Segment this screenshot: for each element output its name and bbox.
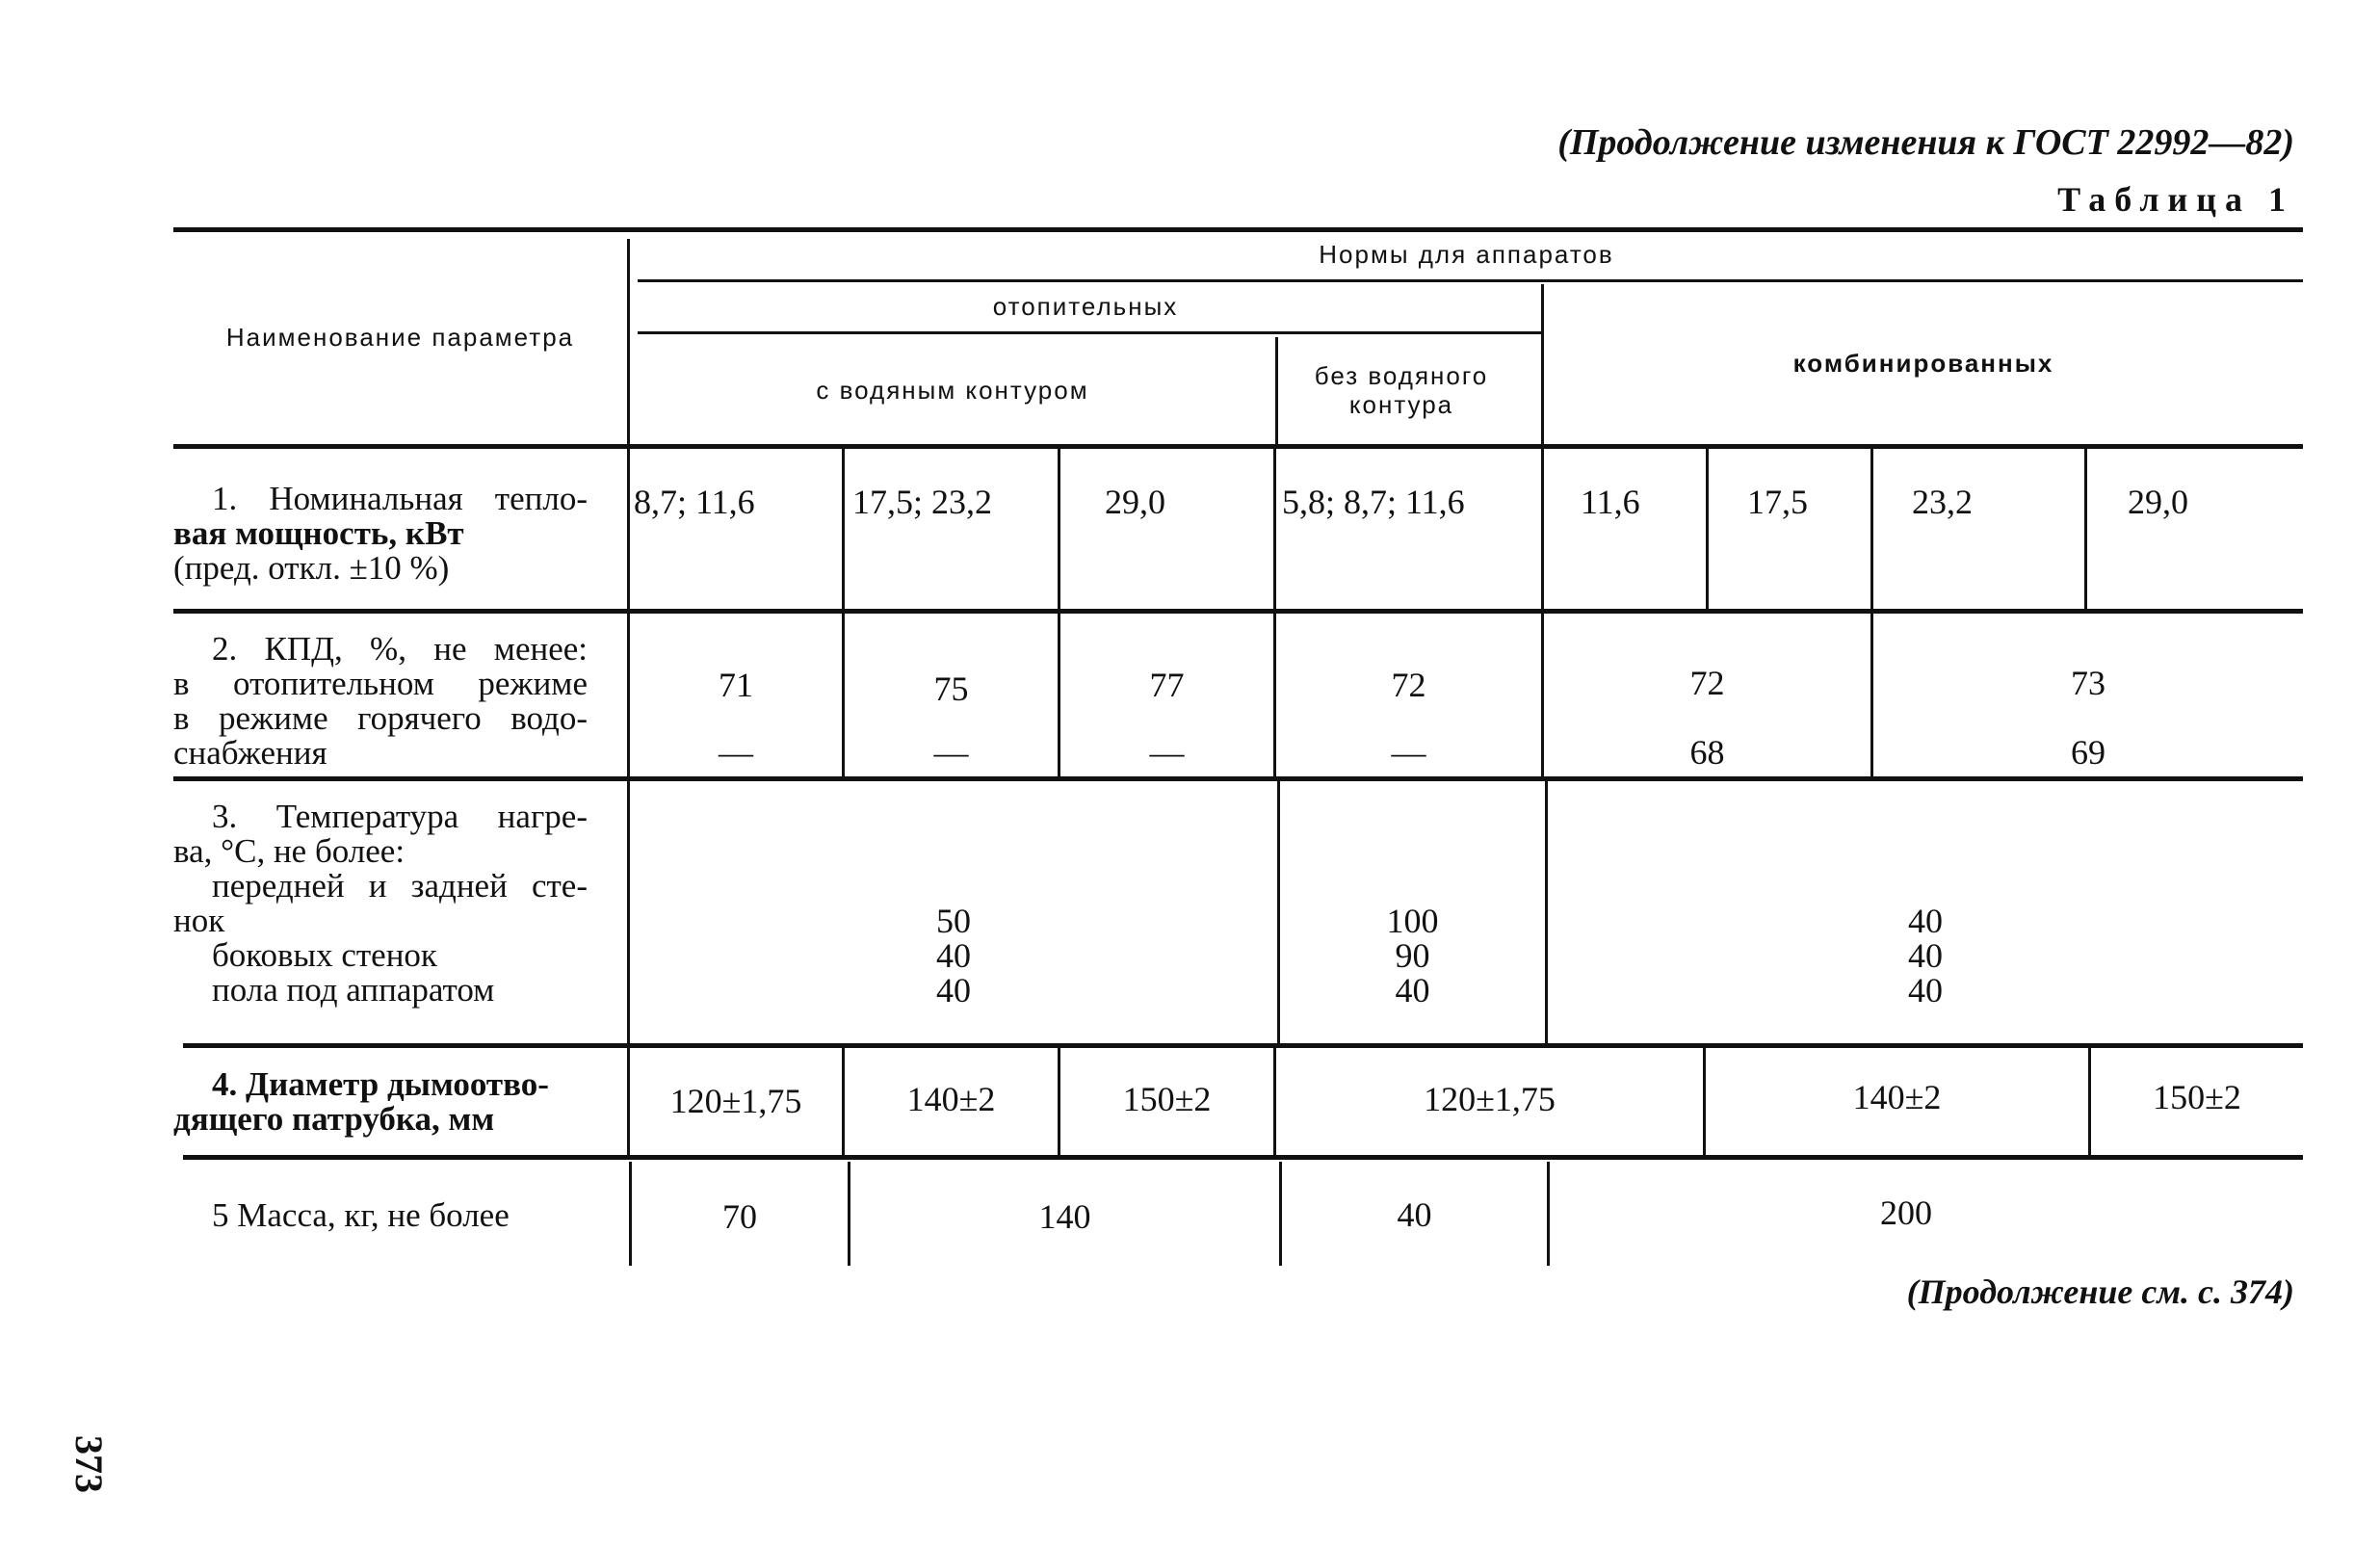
row3-value: 100 [1386,902,1439,940]
header-without-water-circuit: без водяного контура [1314,360,1489,419]
label-line: 2. КПД, %, не менее: [212,630,588,668]
row2-water-value: — [719,733,753,773]
continuation-footer: (Продолжение см. с. 374) [1906,1272,2294,1311]
label-line: вая мощность, кВт [173,514,464,552]
row3-value: 40 [1908,971,1943,1009]
row2-heating-value: 72 [1391,666,1426,705]
row3-value: 40 [936,936,971,975]
row5-value: 70 [722,1197,757,1237]
label-line: пола под аппаратом [212,971,495,1009]
rule [173,444,2303,449]
rule [1706,449,1709,609]
label-line: 3. Температура нагре- [212,798,588,835]
rule [173,776,2303,781]
param-label-flue-diameter [173,1067,588,1137]
row1-value: 5,8; 8,7; 11,6 [1282,483,1465,522]
label-line: 1. Номинальная тепло- [212,480,588,517]
row3-with-water-values [630,904,1277,1008]
label-line: 5 Масса, кг, не более [212,1196,510,1234]
row2-heating-value: 77 [1149,666,1185,705]
row3-value: 90 [1395,936,1430,975]
rule [1275,337,1278,444]
page-number: 373 [67,1435,111,1493]
row3-value: 50 [936,902,971,940]
row5-value: 200 [1880,1193,1932,1233]
label-line: в режиме горячего водо- [173,699,588,737]
header-with-water-circuit: с водяным контуром [816,375,1089,405]
rule [2084,449,2087,609]
param-label-heating-temperature [173,800,588,1008]
row1-value: 8,7; 11,6 [634,483,755,522]
row4-value: 150±2 [2153,1078,2241,1117]
param-label-mass [173,1198,588,1233]
label-line: 4. Диаметр дымоотво- [212,1065,549,1103]
row3-without-water-values [1280,904,1545,1008]
label-line: нок [173,902,225,939]
row1-value: 17,5 [1747,483,1808,522]
row4-value: 150±2 [1122,1080,1212,1119]
row4-value: 140±2 [1852,1078,1942,1117]
row2-heating-value: 72 [1689,664,1725,703]
rule [183,1043,2303,1048]
row2-heating-value: 73 [2071,664,2105,703]
label-line: снабжения [173,734,327,772]
row5-value: 40 [1397,1195,1432,1235]
row2-heating-value: 75 [933,669,969,709]
rule [173,609,2303,614]
row4-value: 120±1,75 [1424,1080,1556,1119]
label-line: передней и задней сте- [212,867,588,905]
row3-combined-values [1548,904,2303,1008]
header-norms: Нормы для аппаратов [1319,240,1614,270]
header-heating: отопительных [992,292,1179,322]
param-label-efficiency [173,632,588,771]
rule [638,279,2303,282]
row5-value: 140 [1038,1197,1091,1237]
header-combined: комбинированных [1792,348,2054,378]
row2-water-value: 69 [2071,733,2105,773]
header-parameter-name: Наименование параметра [225,322,575,352]
row4-value: 140±2 [906,1080,996,1119]
rule [183,1155,2303,1160]
row1-value: 29,0 [1105,483,1165,522]
row1-value: 23,2 [1912,483,1973,522]
row1-value: 17,5; 23,2 [852,483,993,522]
row3-value: 40 [1908,902,1943,940]
continuation-header: (Продолжение изменения к ГОСТ 22992—82) [1557,122,2294,163]
label-line: боковых стенок [212,936,437,974]
row1-value: 11,6 [1581,483,1640,522]
row2-heating-value: 71 [719,666,753,705]
rule [638,331,1541,334]
label-line: дящего патрубка, мм [173,1100,495,1138]
label-line: ва, °С, не более: [173,832,405,870]
row4-value: 120±1,75 [669,1082,802,1121]
table-title: Таблица 1 [2057,180,2294,219]
label-line: в отопительном режиме [173,665,588,702]
label-line: (пред. откл. ±10 %) [173,549,450,587]
row2-water-value: 68 [1689,733,1725,773]
row3-value: 40 [936,971,971,1009]
row2-water-value: — [933,733,969,773]
row2-water-value: — [1391,733,1426,773]
param-label-nominal-power [173,482,588,586]
row2-water-value: — [1149,733,1185,773]
row3-value: 40 [1908,936,1943,975]
row3-value: 40 [1395,971,1430,1009]
row1-value: 29,0 [2128,483,2188,522]
